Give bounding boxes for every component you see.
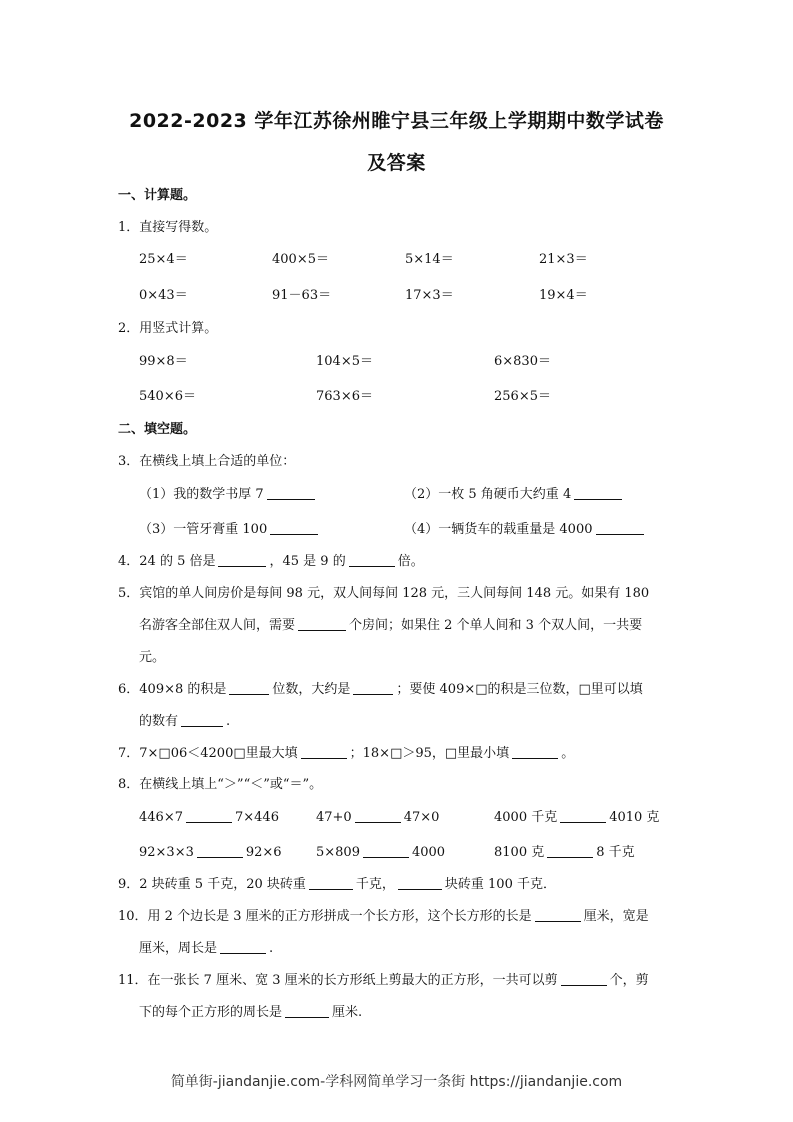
answer-blank[interactable] [574,498,622,500]
answer-blank[interactable] [353,693,393,695]
answer-blank[interactable] [197,856,243,858]
answer-blank[interactable] [561,984,607,986]
q8-r1-c3: 4000 千克 4010 克 [494,810,660,825]
answer-blank[interactable] [355,821,401,823]
answer-blank[interactable] [535,920,581,922]
q1-r1-c4: 21×3＝ [539,252,588,267]
q8-r1-c2: 47+0 47×0 [316,810,440,825]
q6-line2: 的数有 . [139,714,231,729]
q5-line3: 元。 [139,650,166,665]
answer-blank[interactable] [270,533,318,535]
q8-r1-c1: 446×7 7×446 [139,810,279,825]
q4-line: 4．24 的 5 倍是 ，45 是 9 的 倍。 [118,554,424,569]
q11-line1: 11．在一张长 7 厘米、宽 3 厘米的长方形纸上剪最大的正方形，一共可以剪 个，剪 [118,973,649,988]
q1-r2-c3: 17×3＝ [405,288,454,303]
q3-item-b: （2）一枚 5 角硬币大约重 4 [404,487,625,503]
q1-label: 1．直接写得数。 [118,220,218,235]
q1-r2-c2: 91－63＝ [272,288,332,303]
q7-line: 7．7×□06＜4200□里最大填 ；18×□＞95，□里最小填 。 [118,746,575,761]
answer-blank[interactable] [301,757,347,759]
q2-r1-c2: 104×5＝ [316,354,373,369]
answer-blank[interactable] [560,821,606,823]
answer-blank[interactable] [229,693,269,695]
q2-r2-c2: 763×6＝ [316,389,373,404]
q5-line1: 5．宾馆的单人间房价是每间 98 元，双人间每间 128 元，三人间每间 148 元。如果有 180 [118,586,650,601]
q3-item-c: （3）一管牙膏重 100 [139,522,321,538]
answer-blank[interactable] [547,856,593,858]
answer-blank[interactable] [181,725,223,727]
q8-label: 8．在横线上填上“＞”“＜”或“＝”。 [118,777,323,792]
answer-blank[interactable] [398,888,442,890]
q1-r1-c3: 5×14＝ [405,252,454,267]
q9-line: 9．2 块砖重 5 千克，20 块砖重 千克， 块砖重 100 千克． [118,877,556,892]
answer-blank[interactable] [267,498,315,500]
answer-blank[interactable] [220,952,266,954]
answer-blank[interactable] [218,565,266,567]
q1-r1-c1: 25×4＝ [139,252,188,267]
q3-item-a: （1）我的数学书厚 7 [139,487,318,503]
q5-line2: 名游客全部住双人间，需要 个房间；如果住 2 个单人间和 3 个双人间，一共要 [139,618,643,633]
q3-label: 3．在横线上填上合适的单位： [118,454,296,469]
q2-r1-c3: 6×830＝ [494,354,551,369]
q1-r1-c2: 400×5＝ [272,252,329,267]
page-title-line2: 及答案 [367,152,426,174]
answer-blank[interactable] [363,856,409,858]
q3-item-d: （4）一辆货车的载重量是 4000 [404,522,647,538]
q2-label: 2．用竖式计算。 [118,321,218,336]
q10-line1: 10．用 2 个边长是 3 厘米的正方形拼成一个长方形，这个长方形的长是 厘米，宽是 [118,909,649,924]
q2-r1-c1: 99×8＝ [139,354,188,369]
q8-r2-c1: 92×3×3 92×6 [139,845,282,860]
page-title-line1: 2022-2023 学年江苏徐州睢宁县三年级上学期期中数学试卷 [129,110,664,132]
q2-r2-c1: 540×6＝ [139,389,196,404]
answer-blank[interactable] [298,629,346,631]
q8-r2-c3: 8100 克 8 千克 [494,845,635,860]
footer-watermark: 简单街-jiandanjie.com-学科网简单学习一条街 https://jiandanjie.com [170,1074,623,1090]
q11-line2: 下的每个正方形的周长是 厘米. [139,1005,363,1020]
answer-blank[interactable] [309,888,353,890]
q1-r2-c4: 19×4＝ [539,288,588,303]
answer-blank[interactable] [285,1016,329,1018]
q6-line1: 6．409×8 的积是 位数，大约是 ；要使 409×□的积是三位数，□里可以填 [118,682,643,697]
answer-blank[interactable] [596,533,644,535]
section1-heading: 一、计算题。 [118,188,197,203]
q10-line2: 厘米，周长是 . [139,941,274,956]
answer-blank[interactable] [512,757,558,759]
answer-blank[interactable] [349,565,395,567]
answer-blank[interactable] [186,821,232,823]
q1-r2-c1: 0×43＝ [139,288,188,303]
section2-heading: 二、填空题。 [118,422,197,437]
q8-r2-c2: 5×809 4000 [316,845,446,860]
q2-r2-c3: 256×5＝ [494,389,551,404]
